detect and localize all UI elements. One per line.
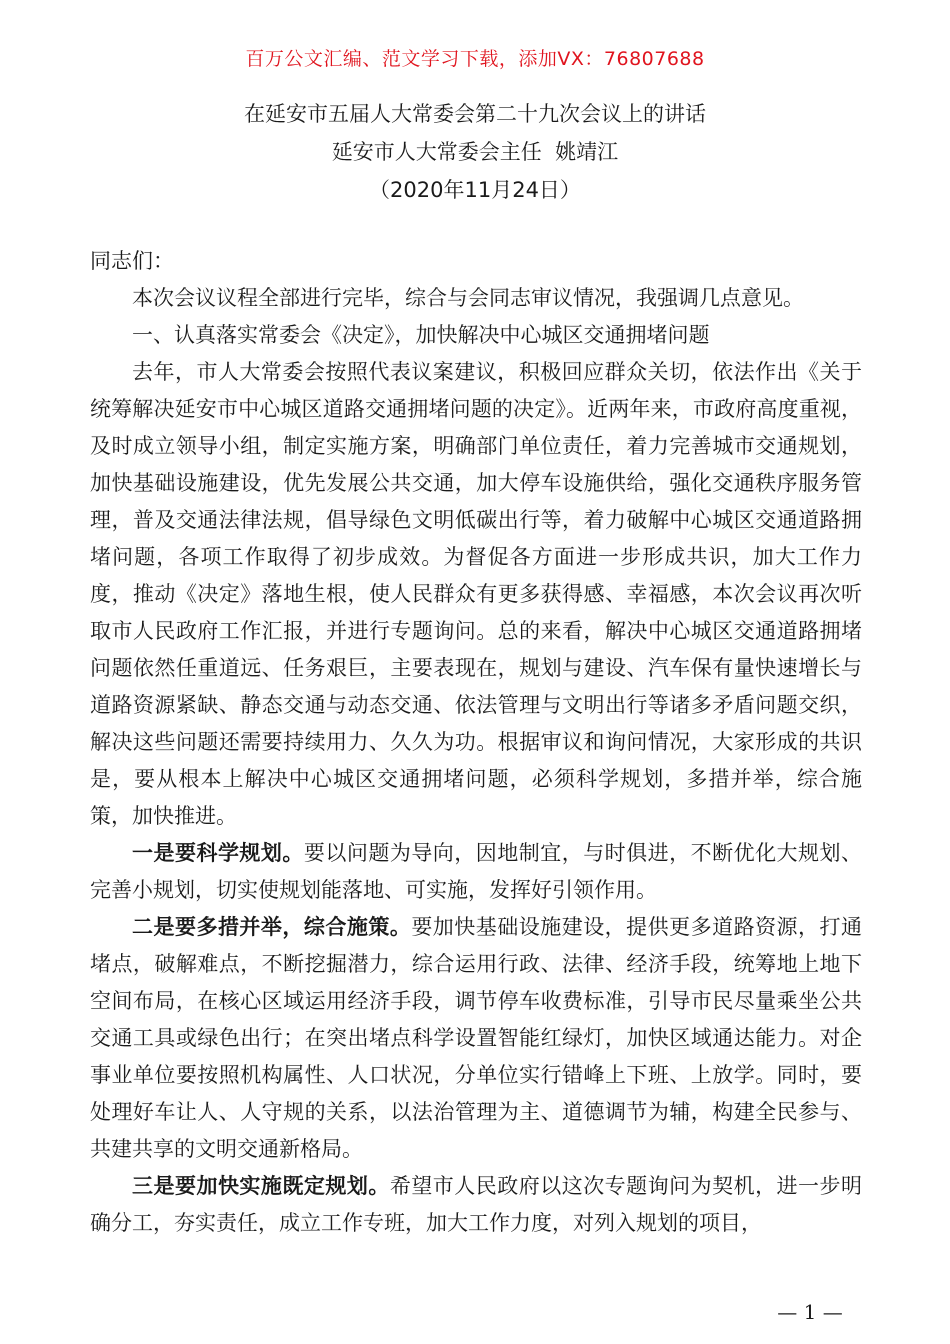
page-number: — 1 — [777, 1300, 843, 1324]
point-1-lead: 一是要科学规划。 [132, 841, 304, 865]
speech-title: 在延安市五届人大常委会第二十九次会议上的讲话 [244, 102, 706, 126]
point-3-lead: 三是要加快实施既定规划。 [132, 1174, 390, 1198]
paragraph-background: 去年，市人大常委会按照代表议案建议，积极回应群众关切，依法作出《关于统筹解决延安市中心城区道路交通拥堵问题的决定》。近两年来，市政府高度重视，及时成立领导小组，制定实施方案，明确部门单位责任，着力完善城市交通规划，加快基础设施建设，优先发展公共交通，加大停车设施供给，强化交通秩序服务管理，普及交通法律法规，倡导绿色文明低碳出行等，着力破解中心城区交通道路拥堵问题，各项工作取得了初步成效。为督促各方面进一步形成共识，加大工作力度，推动《决定》落地生根，使人民群众有更多获得感、幸福感，本次会议再次听取市人民政府工作汇报，并进行专题询问。总的来看，解决中心城区交通道路拥堵问题依然任重道远、任务艰巨，主要表现在，规划与建设、汽车保有量快速增长与道路资源紧缺、静态交通与动态交通、依法管理与文明出行等诸多矛盾问题交织，解决这些问题还需要持续用力、久久为功。根据审议和询问情况，大家形成的共识是，要从根本上解决中心城区交通拥堵问题，必须科学规划，多措并举，综合施策，加快推进。 [90, 360, 862, 828]
speech-body [90, 243, 862, 1242]
paragraph-point-2 [90, 909, 862, 1168]
salutation: 同志们： [90, 249, 174, 273]
paragraph-point-1 [90, 835, 862, 909]
watermark-banner: 百万公文汇编、范文学习下载，添加VX：76807688 [245, 48, 705, 70]
paragraph-point-3 [90, 1168, 862, 1242]
point-2-lead: 二是要多措并举，综合施策。 [132, 915, 412, 939]
point-2-text: 要加快基础设施建设，提供更多道路资源，打通堵点，破解难点，不断挖掘潜力，综合运用行政、法律、经济手段，统筹地上地下空间布局，在核心区域运用经济手段，调节停车收费标准，引导市民尽量乘坐公共交通工具或绿色出行；在突出堵点科学设置智能红绿灯，加快区域通达能力。对企事业单位要按照机构属性、人口状况，分单位实行错峰上下班、上放学。同时，要处理好车让人、人守规的关系，以法治管理为主、道德调节为辅，构建全民参与、共建共享的文明交通新格局。 [90, 915, 863, 1161]
point-1-text: 要以问题为导向，因地制宜，与时俱进，不断优化大规划、完善小规划，切实使规划能落地、可实施，发挥好引领作用。 [90, 841, 863, 902]
section-heading-1: 一、认真落实常委会《决定》，加快解决中心城区交通拥堵问题 [132, 323, 710, 347]
speaker-line: 延安市人大常委会主任 姚靖江 [331, 140, 619, 164]
speech-date: （2020年11月24日） [369, 178, 581, 202]
paragraph-intro: 本次会议议程全部进行完毕，综合与会同志审议情况，我强调几点意见。 [132, 286, 804, 310]
point-3-text: 希望市人民政府以这次专题询问为契机，进一步明确分工，夯实责任，成立工作专班，加大工作力度，对列入规划的项目， [90, 1174, 863, 1235]
